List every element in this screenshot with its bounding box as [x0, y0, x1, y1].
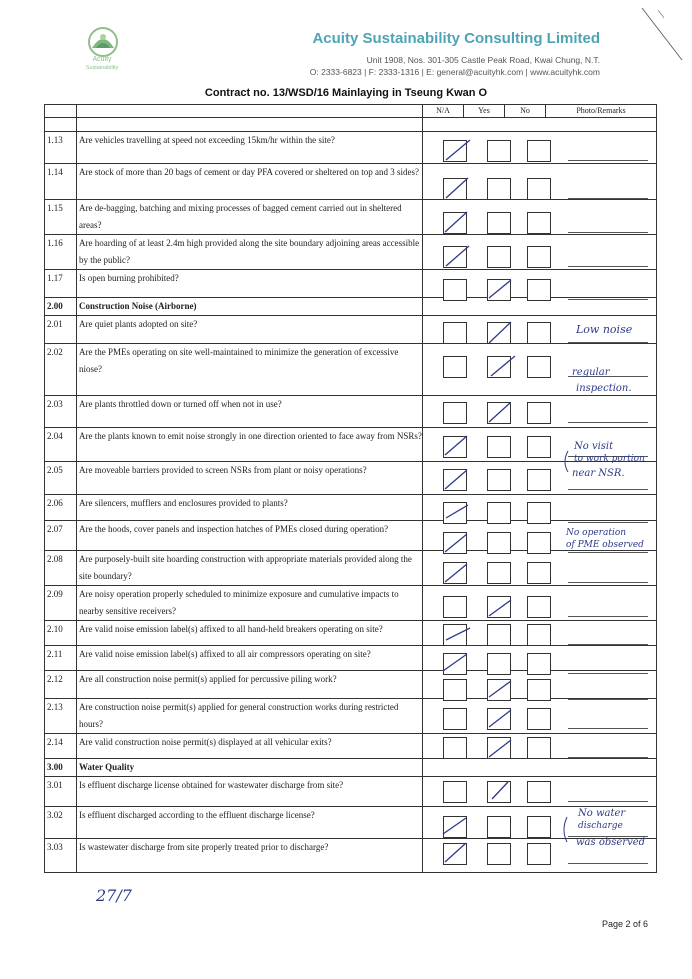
section-title: Water Quality [77, 759, 423, 777]
row-question: Are hoarding of at least 2.4m high provided along the site boundary adjoining areas accessible by the public? [77, 235, 423, 270]
row-question: Are vehicles travelling at speed not exceeding 15km/hr within the site? [77, 132, 423, 164]
checklist-table [44, 104, 657, 873]
row-number: 2.04 [45, 428, 77, 462]
pen-stroke-mark [638, 4, 686, 64]
remarks-line-2.05 [568, 489, 648, 490]
checkbox-yes-3.02[interactable] [487, 816, 511, 838]
checkbox-no-2.12[interactable] [527, 679, 551, 701]
checkbox-na-2.13[interactable] [443, 708, 467, 730]
checkbox-yes-2.05[interactable] [487, 469, 511, 491]
checkbox-no-1.14[interactable] [527, 178, 551, 200]
row-number: 2.07 [45, 521, 77, 551]
checkbox-yes-1.17[interactable] [487, 279, 511, 301]
remarks-line-3.01 [568, 801, 648, 802]
table-row [45, 777, 657, 807]
table-row [45, 428, 657, 462]
checkbox-no-2.09[interactable] [527, 596, 551, 618]
checkbox-no-2.06[interactable] [527, 502, 551, 524]
checkbox-na-1.15[interactable] [443, 212, 467, 234]
company-address [310, 54, 600, 78]
checkbox-na-3.01[interactable] [443, 781, 467, 803]
contact-line: O: 2333-6823 | F: 2333-1316 | E: general@acuityhk.com | www.acuityhk.com [309, 67, 600, 77]
handwritten-remark-2-04b: to work portion [574, 454, 645, 464]
checkbox-na-2.07[interactable] [443, 532, 467, 554]
checkbox-yes-1.14[interactable] [487, 178, 511, 200]
remarks-line-2.09 [568, 616, 648, 617]
checkbox-yes-2.04[interactable] [487, 436, 511, 458]
checkbox-yes-1.15[interactable] [487, 212, 511, 234]
checkbox-no-2.08[interactable] [527, 562, 551, 584]
handwritten-remark-2-07b: of PME observed [566, 540, 644, 550]
checkbox-no-2.05[interactable] [527, 469, 551, 491]
row-number: 1.16 [45, 235, 77, 270]
remarks-line-2.11 [568, 673, 648, 674]
checkbox-yes-2.13[interactable] [487, 708, 511, 730]
handwritten-remark-2-05: near NSR. [572, 468, 625, 479]
checkbox-na-3.03[interactable] [443, 843, 467, 865]
checkbox-na-1.16[interactable] [443, 246, 467, 268]
table-row [45, 200, 657, 235]
handwritten-remark-2-02a: regular [572, 367, 610, 378]
table-row [45, 396, 657, 428]
checkbox-na-1.17[interactable] [443, 279, 467, 301]
row-question: Is effluent discharged according to the effluent discharge license? [77, 807, 423, 839]
row-number: 3.03 [45, 839, 77, 873]
table-header-row [45, 105, 657, 118]
remarks-line-1.13 [568, 160, 648, 161]
row-question: Are valid construction noise permit(s) displayed at all vehicular exits? [77, 734, 423, 759]
header-question [77, 105, 423, 118]
table-row [45, 621, 657, 646]
checkbox-na-2.11[interactable] [443, 653, 467, 675]
table-row [45, 132, 657, 164]
row-question: Are de-bagging, batching and mixing processes of bagged cement carried out in sheltered areas? [77, 200, 423, 235]
row-question: Are moveable barriers provided to screen NSRs from plant or noisy operations? [77, 462, 423, 495]
checkbox-na-2.05[interactable] [443, 469, 467, 491]
row-number: 1.17 [45, 270, 77, 298]
checkbox-no-2.01[interactable] [527, 322, 551, 344]
logo-subtext: Sustainability [85, 65, 119, 71]
checkbox-na-2.10[interactable] [443, 624, 467, 646]
checkbox-no-1.17[interactable] [527, 279, 551, 301]
row-number: 2.08 [45, 551, 77, 586]
checkbox-na-2.09[interactable] [443, 596, 467, 618]
company-name: Acuity Sustainability Consulting Limited [312, 30, 600, 47]
checkbox-na-1.13[interactable] [443, 140, 467, 162]
checkbox-no-3.02[interactable] [527, 816, 551, 838]
address-line: Unit 1908, Nos. 301-305 Castle Peak Road, Kwai Chung, N.T. [366, 55, 600, 65]
section-number: 2.00 [45, 298, 77, 316]
checkbox-na-2.08[interactable] [443, 562, 467, 584]
remarks-line-2.13 [568, 728, 648, 729]
table-row [45, 235, 657, 270]
checkbox-yes-2.12[interactable] [487, 679, 511, 701]
row-question: Are all construction noise permit(s) applied for percussive piling work? [77, 671, 423, 699]
remarks-line-2.08 [568, 582, 648, 583]
remarks-line-3.03 [568, 863, 648, 864]
handwritten-remark-3-02b: discharge [578, 821, 623, 831]
checkbox-no-1.13[interactable] [527, 140, 551, 162]
table-row [45, 270, 657, 298]
handwritten-remark-2-04a: No visit [574, 441, 614, 452]
handwritten-remark-2-07a: No operation [566, 528, 627, 538]
checkbox-no-2.07[interactable] [527, 532, 551, 554]
checkbox-no-2.10[interactable] [527, 624, 551, 646]
header-remarks: Photo/Remarks [546, 105, 657, 118]
checkbox-yes-2.10[interactable] [487, 624, 511, 646]
row-question: Are quiet plants adopted on site? [77, 316, 423, 344]
checkbox-no-2.04[interactable] [527, 436, 551, 458]
handwritten-remark-3-03: was observed [576, 837, 646, 848]
checkbox-no-2.11[interactable] [527, 653, 551, 675]
table-row [45, 344, 657, 396]
row-question: Are the PMEs operating on site well-maintained to minimize the generation of excessive niose? [77, 344, 423, 396]
row-number: 2.09 [45, 586, 77, 621]
checkbox-no-2.14[interactable] [527, 737, 551, 759]
table-row [45, 699, 657, 734]
handwritten-remark-2-01: Low noise [576, 323, 633, 336]
remarks-line-2.14 [568, 757, 648, 758]
remarks-line-1.17 [568, 299, 648, 300]
logo-text: Acuity [92, 56, 112, 63]
row-number: 2.05 [45, 462, 77, 495]
remarks-line-2.07 [568, 552, 648, 553]
checkbox-no-3.03[interactable] [527, 843, 551, 865]
checkbox-yes-2.14[interactable] [487, 737, 511, 759]
handwritten-remark-3-02a: No water [578, 808, 626, 819]
row-number: 1.13 [45, 132, 77, 164]
checkbox-na-1.14[interactable] [443, 178, 467, 200]
row-number: 2.12 [45, 671, 77, 699]
checkbox-na-2.02[interactable] [443, 356, 467, 378]
checkbox-na-2.06[interactable] [443, 502, 467, 524]
table-row [45, 839, 657, 873]
table-row [45, 551, 657, 586]
checkbox-na-2.01[interactable] [443, 322, 467, 344]
remarks-line-2.03 [568, 422, 648, 423]
row-question: Are noisy operation properly scheduled to minimize exposure and cumulative impacts to nearby sensitive receivers? [77, 586, 423, 621]
checkbox-yes-2.11[interactable] [487, 653, 511, 675]
row-number: 2.13 [45, 699, 77, 734]
checkbox-yes-2.03[interactable] [487, 402, 511, 424]
checkbox-no-2.13[interactable] [527, 708, 551, 730]
checkbox-no-3.01[interactable] [527, 781, 551, 803]
checkbox-yes-1.13[interactable] [487, 140, 511, 162]
page-number: Page 2 of 6 [601, 919, 648, 929]
table-row [45, 807, 657, 839]
checkbox-yes-1.16[interactable] [487, 246, 511, 268]
checkbox-na-2.04[interactable] [443, 436, 467, 458]
section-number: 3.00 [45, 759, 77, 777]
checkbox-no-2.03[interactable] [527, 402, 551, 424]
remarks-line-2.06 [568, 522, 648, 523]
row-question: Are purposely-built site hoarding construction with appropriate materials provided along the site boundary? [77, 551, 423, 586]
checkbox-no-1.15[interactable] [527, 212, 551, 234]
row-number: 1.14 [45, 164, 77, 200]
row-question: Are construction noise permit(s) applied for general construction works during restricted hours? [77, 699, 423, 734]
checkbox-yes-2.08[interactable] [487, 562, 511, 584]
row-question: Are stock of more than 20 bags of cement or day PFA covered or sheltered on top and 3 sides? [77, 164, 423, 200]
checkbox-yes-2.06[interactable] [487, 502, 511, 524]
header-yes: Yes [464, 105, 505, 118]
checkbox-yes-2.09[interactable] [487, 596, 511, 618]
remarks-line-1.15 [568, 232, 648, 233]
row-question: Is wastewater discharge from site properly treated prior to discharge? [77, 839, 423, 873]
checkbox-yes-3.01[interactable] [487, 781, 511, 803]
row-question: Are plants throttled down or turned off when not in use? [77, 396, 423, 428]
checkbox-yes-3.03[interactable] [487, 843, 511, 865]
remarks-line-2.10 [568, 644, 648, 645]
row-number: 2.10 [45, 621, 77, 646]
remarks-line-1.16 [568, 266, 648, 267]
checkbox-yes-2.07[interactable] [487, 532, 511, 554]
table-row [45, 164, 657, 200]
remarks-line-2.01 [568, 342, 648, 343]
row-number: 2.01 [45, 316, 77, 344]
row-question: Are the plants known to emit noise strongly in one direction oriented to face away from NSRs? [77, 428, 423, 462]
section-title: Construction Noise (Airborne) [77, 298, 423, 316]
section-row [45, 759, 657, 777]
checkbox-na-3.02[interactable] [443, 816, 467, 838]
checkbox-yes-2.01[interactable] [487, 322, 511, 344]
handwritten-remark-2-02b: inspection. [576, 383, 632, 394]
table-row [45, 118, 657, 132]
row-question: Are valid noise emission label(s) affixed to all hand-held breakers operating on site? [77, 621, 423, 646]
row-question: Is effluent discharge license obtained for wastewater discharge from site? [77, 777, 423, 807]
header-no: No [505, 105, 546, 118]
row-number: 2.11 [45, 646, 77, 671]
checkbox-na-2.14[interactable] [443, 737, 467, 759]
row-number: 2.02 [45, 344, 77, 396]
table-row [45, 316, 657, 344]
table-row [45, 586, 657, 621]
table-row [45, 462, 657, 495]
row-number: 2.14 [45, 734, 77, 759]
checkbox-yes-2.02[interactable] [487, 356, 511, 378]
table-row [45, 671, 657, 699]
remarks-line-2.12 [568, 699, 648, 700]
row-number: 3.01 [45, 777, 77, 807]
header-na: N/A [423, 105, 464, 118]
table-row [45, 495, 657, 521]
table-row [45, 521, 657, 551]
handwritten-date: 27/7 [96, 886, 132, 905]
table-row [45, 734, 657, 759]
table-row [45, 646, 657, 671]
row-question: Are valid noise emission label(s) affixed to all air compressors operating on site? [77, 646, 423, 671]
page-title: Contract no. 13/WSD/16 Mainlaying in Tseung Kwan O [204, 87, 488, 99]
checkbox-na-2.03[interactable] [443, 402, 467, 424]
row-question: Are the hoods, cover panels and inspection hatches of PMEs closed during operation? [77, 521, 423, 551]
row-question: Are silencers, mufflers and enclosures provided to plants? [77, 495, 423, 521]
row-number: 2.06 [45, 495, 77, 521]
checkbox-na-2.12[interactable] [443, 679, 467, 701]
row-number: 3.02 [45, 807, 77, 839]
checkbox-no-1.16[interactable] [527, 246, 551, 268]
section-row [45, 298, 657, 316]
row-number: 1.15 [45, 200, 77, 235]
header-num [45, 105, 77, 118]
remarks-line-1.14 [568, 198, 648, 199]
checkbox-no-2.02[interactable] [527, 356, 551, 378]
row-question: Is open burning prohibited? [77, 270, 423, 298]
row-number: 2.03 [45, 396, 77, 428]
